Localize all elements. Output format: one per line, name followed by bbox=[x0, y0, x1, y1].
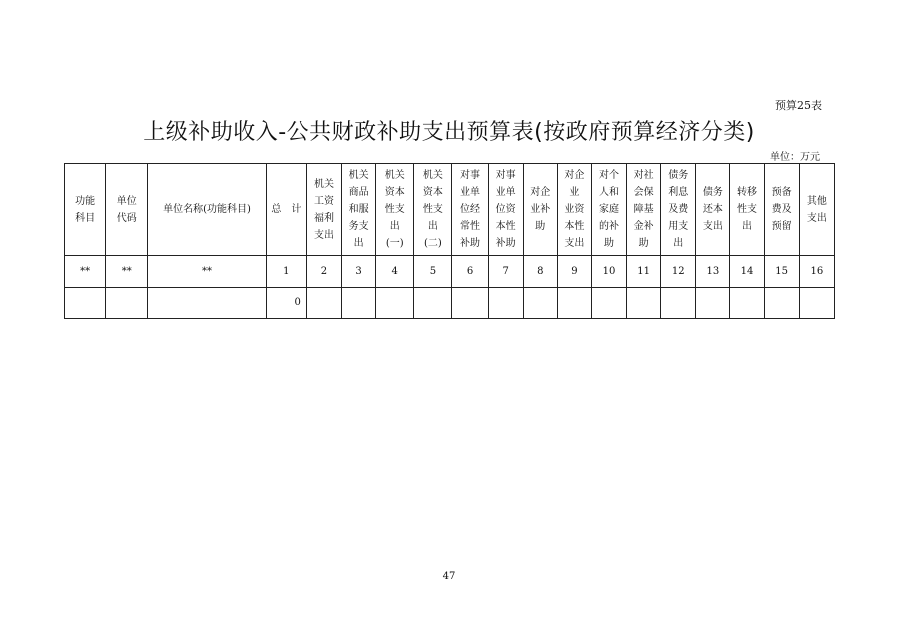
header-cell bbox=[764, 164, 799, 256]
index-row bbox=[65, 256, 835, 288]
index-cell: 6 bbox=[452, 256, 488, 288]
header-cell bbox=[414, 164, 452, 256]
header-text: 机关 资本 性支 出 (二) bbox=[422, 170, 443, 249]
index-cell: 4 bbox=[376, 256, 414, 288]
data-cell bbox=[627, 288, 661, 319]
header-text: 单位名称(功能科目) bbox=[163, 203, 251, 215]
header-text: 机关 商品 和服 务支 出 bbox=[348, 170, 369, 249]
header-cell bbox=[730, 164, 764, 256]
unit-label: 单位：万元 bbox=[770, 152, 820, 163]
header-text: 对社 会保 障基 金补 助 bbox=[633, 170, 654, 249]
index-cell: 2 bbox=[306, 256, 341, 288]
header-cell bbox=[266, 164, 306, 256]
data-cell bbox=[414, 288, 452, 319]
data-cell bbox=[557, 288, 591, 319]
header-text: 功能 科目 bbox=[75, 195, 96, 224]
index-cell: 15 bbox=[764, 256, 799, 288]
header-text: 对事 业单 位经 常性 补助 bbox=[460, 170, 481, 249]
index-cell: 3 bbox=[342, 256, 376, 288]
header-text: 预备 费及 预留 bbox=[771, 187, 792, 232]
index-cell: 14 bbox=[730, 256, 764, 288]
header-cell bbox=[148, 164, 266, 256]
form-number: 预算25表 bbox=[775, 99, 822, 112]
index-cell: 8 bbox=[523, 256, 557, 288]
page-number: 47 bbox=[442, 571, 456, 582]
header-cell bbox=[452, 164, 488, 256]
data-cell bbox=[306, 288, 341, 319]
header-cell bbox=[306, 164, 341, 256]
data-cell bbox=[376, 288, 414, 319]
data-cell bbox=[106, 288, 148, 319]
header-cell bbox=[342, 164, 376, 256]
data-cell bbox=[799, 288, 834, 319]
header-cell bbox=[661, 164, 696, 256]
index-cell: 5 bbox=[414, 256, 452, 288]
header-text: 对个 人和 家庭 的补 助 bbox=[599, 170, 620, 249]
data-cell bbox=[696, 288, 730, 319]
data-row bbox=[65, 288, 835, 319]
header-cell bbox=[627, 164, 661, 256]
header-cell bbox=[799, 164, 834, 256]
data-cell bbox=[764, 288, 799, 319]
header-cell bbox=[591, 164, 626, 256]
data-cell bbox=[488, 288, 523, 319]
budget-table bbox=[64, 163, 835, 319]
header-cell bbox=[376, 164, 414, 256]
data-cell bbox=[342, 288, 376, 319]
header-cell bbox=[557, 164, 591, 256]
header-text: 总 计 bbox=[271, 203, 302, 215]
data-cell bbox=[730, 288, 764, 319]
data-cell bbox=[661, 288, 696, 319]
header-text: 机关 资本 性支 出 (一) bbox=[384, 170, 405, 249]
header-text: 对企 业补 助 bbox=[530, 187, 551, 232]
index-cell: 16 bbox=[799, 256, 834, 288]
header-text: 机关 工资 福利 支出 bbox=[313, 178, 334, 241]
header-cell bbox=[696, 164, 730, 256]
header-cell bbox=[488, 164, 523, 256]
header-cell bbox=[106, 164, 148, 256]
index-cell: 9 bbox=[557, 256, 591, 288]
data-cell bbox=[65, 288, 106, 319]
data-cell bbox=[591, 288, 626, 319]
index-cell: 10 bbox=[591, 256, 626, 288]
data-cell bbox=[148, 288, 266, 319]
index-cell: ** bbox=[106, 256, 148, 288]
header-text: 债务 利息 及费 用支 出 bbox=[668, 170, 689, 249]
page-title: 上级补助收入-公共财政补助支出预算表(按政府预算经济分类) bbox=[143, 120, 755, 145]
index-cell: 7 bbox=[488, 256, 523, 288]
index-cell: ** bbox=[148, 256, 266, 288]
header-cell bbox=[65, 164, 106, 256]
index-cell: ** bbox=[65, 256, 106, 288]
index-cell: 1 bbox=[266, 256, 306, 288]
header-text: 其他 支出 bbox=[806, 195, 827, 224]
header-text: 转移 性支 出 bbox=[737, 187, 758, 232]
index-cell: 11 bbox=[627, 256, 661, 288]
index-cell: 13 bbox=[696, 256, 730, 288]
header-text: 对事 业单 位资 本性 补助 bbox=[495, 170, 516, 249]
header-cell bbox=[523, 164, 557, 256]
data-cell bbox=[523, 288, 557, 319]
data-cell bbox=[452, 288, 488, 319]
index-cell: 12 bbox=[661, 256, 696, 288]
header-row bbox=[65, 164, 835, 256]
header-text: 对企业 业资 本性 支出 bbox=[564, 170, 585, 249]
total-cell: 0 bbox=[266, 288, 306, 319]
header-text: 债务 还本 支出 bbox=[702, 187, 723, 232]
header-text: 单位 代码 bbox=[116, 195, 137, 224]
